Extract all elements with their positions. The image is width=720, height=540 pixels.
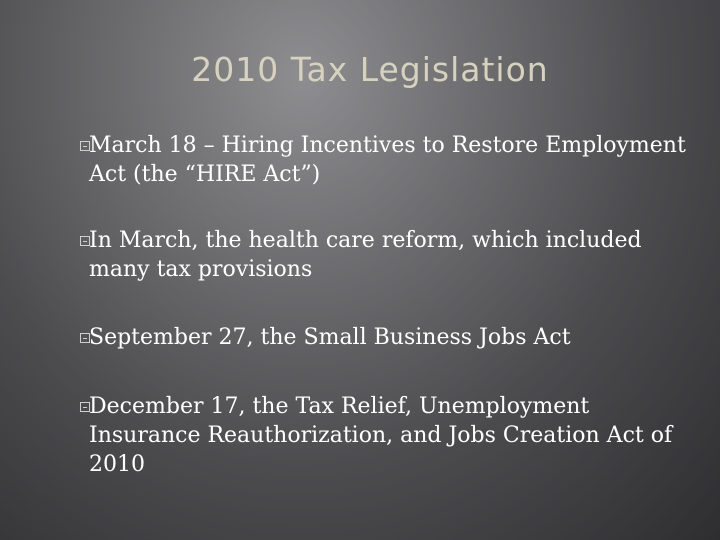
bullet-text: March 18 – Hiring Incentives to Restore Employment Act (the “HIRE Act”) <box>89 133 686 187</box>
bullet-text: In March, the health care reform, which included many tax provisions <box>89 228 642 282</box>
bullet-text: September 27, the Small Business Jobs Act <box>89 325 571 350</box>
slide-title: 2010 Tax Legislation <box>191 50 549 89</box>
bullet-text: December 17, the Tax Relief, Unemployment Insurance Reauthorization, and Jobs Creation Act of 2010 <box>89 394 673 477</box>
